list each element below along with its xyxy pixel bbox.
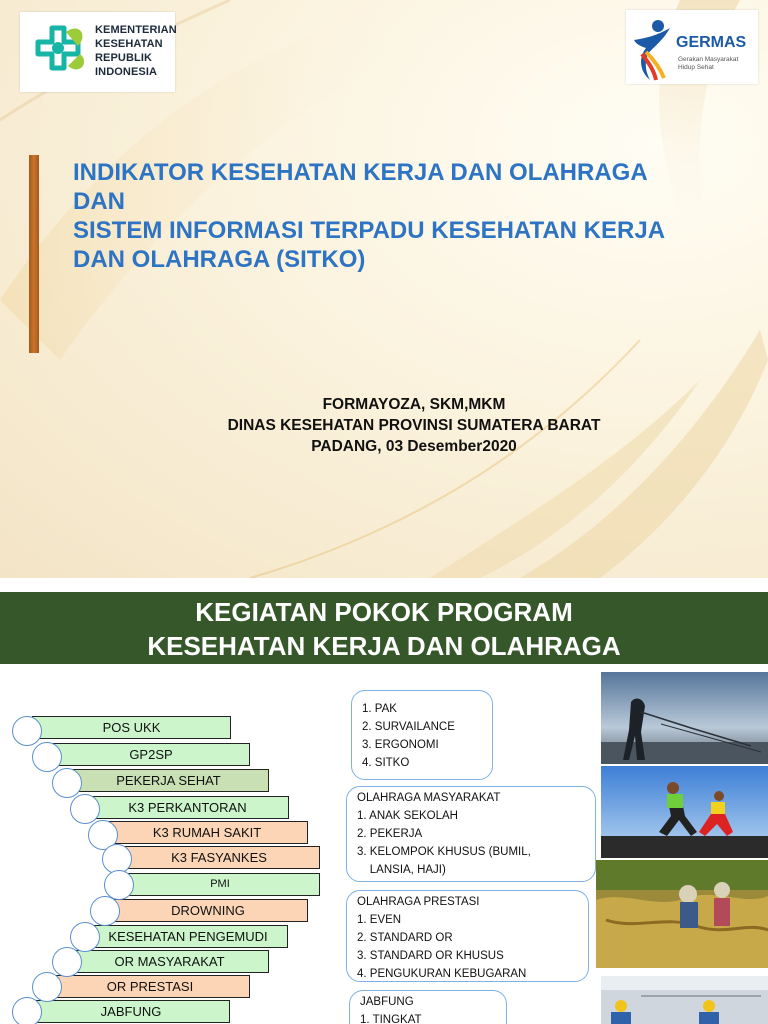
kemenkes-line-2: KESEHATAN	[95, 38, 163, 50]
box2-item: LANSIA, HAJI)	[357, 864, 446, 876]
title-accent-bar	[29, 155, 39, 353]
ladder-item-kesehatan-pengemudi: KESEHATAN PENGEMUDI	[88, 925, 288, 948]
ladder-bullet-circle	[32, 972, 62, 1002]
box3-heading: OLAHRAGA PRESTASI	[357, 896, 480, 908]
ladder-item-or-masyarakat: OR MASYARAKAT	[70, 950, 269, 973]
ladder-bullet-circle	[52, 947, 82, 977]
box2-item: 2. PEKERJA	[357, 828, 423, 840]
box3-item: 4. PENGUKURAN KEBUGARAN	[357, 968, 527, 980]
box1-item: 2. SURVAILANCE	[362, 721, 455, 733]
author-place-date: PADANG, 03 Desember2020	[311, 438, 517, 455]
ladder-item-gp2sp: GP2SP	[52, 743, 250, 766]
germas-logo	[626, 10, 758, 84]
box-k3-items	[351, 690, 493, 780]
germas-figure-icon	[628, 14, 676, 84]
kemenkes-line-1: KEMENTERIAN	[95, 24, 177, 36]
germas-sub-line-2: Hidup Sehat	[678, 64, 714, 71]
box3-item: 1. EVEN	[357, 914, 402, 926]
kemenkes-line-4: INDONESIA	[95, 66, 158, 78]
box2-item: 3. KELOMPOK KHUSUS (BUMIL,	[357, 846, 531, 858]
slide-title	[73, 158, 733, 274]
box-jabfung	[349, 990, 507, 1024]
box4-heading: JABFUNG	[360, 996, 414, 1008]
kemenkes-line-3: REPUBLIK	[95, 52, 153, 64]
ladder-bullet-circle	[70, 794, 100, 824]
ladder-item-k3-perkantoran: K3 PERKANTORAN	[86, 796, 289, 819]
ladder-item-drowning: DROWNING	[108, 899, 308, 922]
title-line-2: DAN	[73, 188, 125, 215]
photo-runners	[601, 766, 768, 858]
box2-item: 1. ANAK SEKOLAH	[357, 810, 458, 822]
box-olahraga-prestasi	[346, 890, 589, 982]
germas-title: GERMAS	[676, 34, 747, 51]
ladder-item-pos-ukk: POS UKK	[32, 716, 231, 739]
ladder-bullet-circle	[12, 716, 42, 746]
program-slide	[0, 592, 768, 1024]
ladder-bullet-circle	[32, 742, 62, 772]
title-line-4: DAN OLAHRAGA (SITKO)	[73, 246, 366, 273]
box2-heading: OLAHRAGA MASYARAKAT	[357, 792, 501, 804]
author-name: FORMAYOZA, SKM,MKM	[322, 396, 506, 413]
box4-item: 1. TINGKAT	[360, 1014, 422, 1024]
photo-fishermen	[601, 672, 768, 764]
ladder-bullet-circle	[70, 922, 100, 952]
ladder-item-or-prestasi: OR PRESTASI	[50, 975, 250, 998]
box-olahraga-masyarakat	[346, 786, 596, 882]
title-line-1: INDIKATOR KESEHATAN KERJA DAN OLAHRAGA	[73, 159, 648, 186]
title-line-3: SISTEM INFORMASI TERPADU KESEHATAN KERJA	[73, 217, 666, 244]
box1-item: 3. ERGONOMI	[362, 739, 439, 751]
ladder-item-jabfung: JABFUNG	[32, 1000, 230, 1023]
author-block	[0, 394, 768, 457]
germas-sub-line-1: Gerakan Masyarakat	[678, 56, 739, 63]
slide-separator	[0, 578, 768, 592]
box1-item: 1. PAK	[362, 703, 397, 715]
box3-item: 3. STANDARD OR KHUSUS	[357, 950, 504, 962]
header-line-1: KEGIATAN POKOK PROGRAM	[195, 597, 573, 627]
box3-item: 2. STANDARD OR	[357, 932, 453, 944]
ladder-item-pmi: PMI	[120, 873, 320, 896]
ladder-bullet-circle	[12, 997, 42, 1024]
photo-rice-workers	[596, 860, 768, 968]
ladder-item-k3-fasyankes: K3 FASYANKES	[118, 846, 320, 869]
ladder-item-pekerja-sehat: PEKERJA SEHAT	[68, 769, 269, 792]
box1-item: 4. SITKO	[362, 757, 410, 769]
program-header	[0, 592, 768, 664]
header-line-2: KESEHATAN KERJA DAN OLAHRAGA	[147, 631, 621, 661]
author-institution: DINAS KESEHATAN PROVINSI SUMATERA BARAT	[227, 417, 601, 434]
kemenkes-logo	[20, 12, 175, 92]
ladder-item-k3-rumah-sakit: K3 RUMAH SAKIT	[106, 821, 308, 844]
kemenkes-emblem-icon	[22, 12, 92, 92]
kemenkes-logo-text	[95, 23, 177, 79]
ladder-bullet-circle	[90, 896, 120, 926]
photo-factory-workers	[601, 976, 768, 1024]
germas-subtitle	[678, 56, 738, 72]
ladder-bullet-circle	[52, 768, 82, 798]
